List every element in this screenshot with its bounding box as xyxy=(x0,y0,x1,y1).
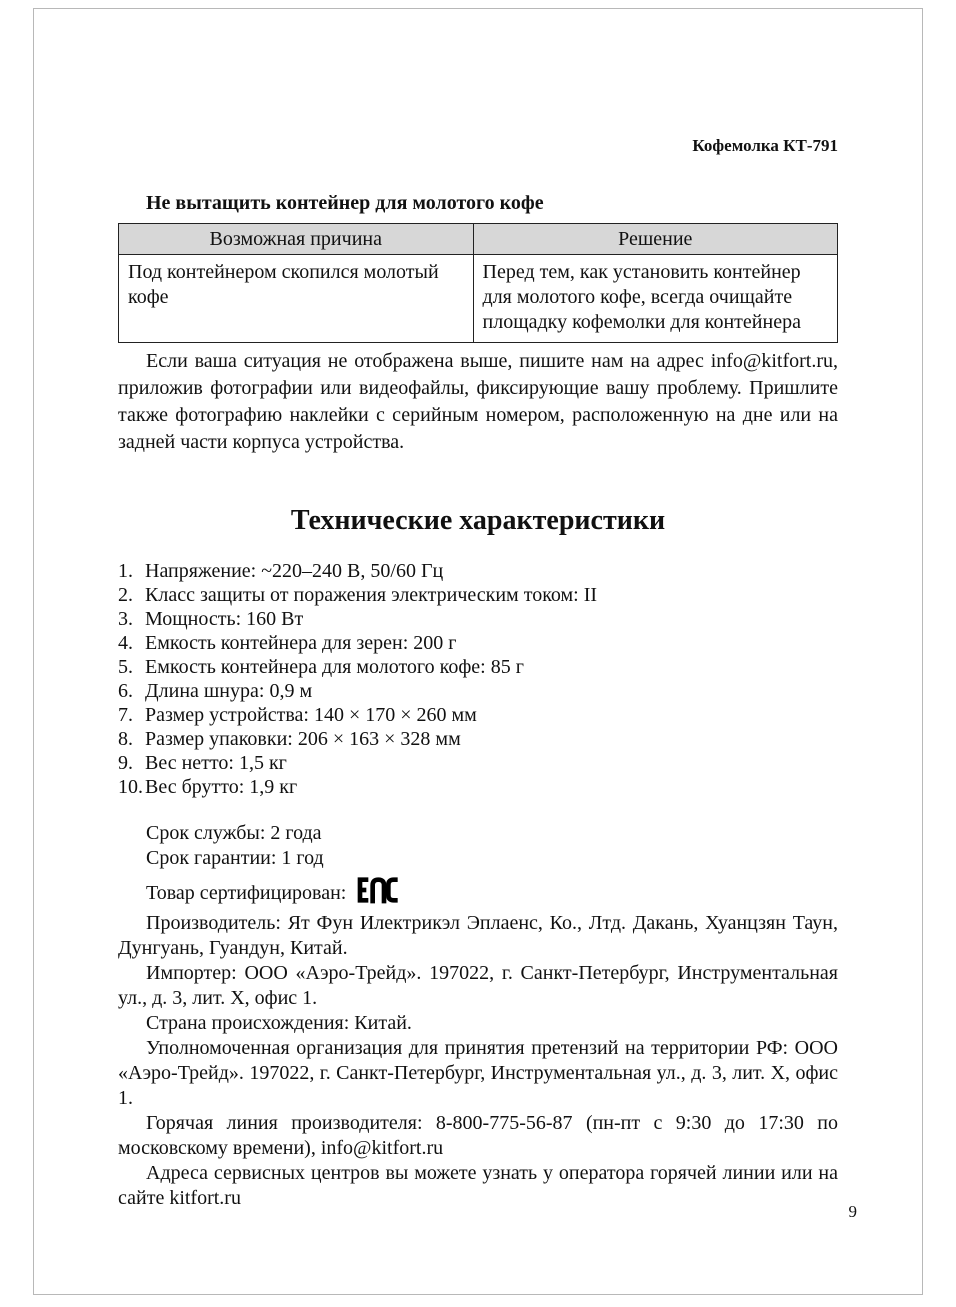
spec-item-number: 8. xyxy=(118,728,133,750)
spec-item-text: Вес нетто: 1,5 кг xyxy=(145,752,287,774)
specs-title: Технические характеристики xyxy=(290,505,666,536)
spec-item xyxy=(118,751,838,775)
spec-item xyxy=(118,583,838,607)
spec-item-text: Емкость контейнера для молотого кофе: 85 г xyxy=(145,656,524,678)
troubleshooting-table xyxy=(118,223,838,343)
spec-item-number: 5. xyxy=(118,656,133,678)
spec-item-text: Длина шнура: 0,9 м xyxy=(145,680,313,702)
document-header: Кофемолка КТ-791 xyxy=(692,136,838,155)
certification-line xyxy=(118,871,838,911)
spec-item-text: Емкость контейнера для зерен: 200 г xyxy=(145,632,457,654)
origin-paragraph: Страна происхождения: Китай. xyxy=(146,1012,412,1034)
spec-item-number: 2. xyxy=(118,584,133,606)
page-number: 9 xyxy=(848,1202,857,1221)
spec-item-text: Мощность: 160 Вт xyxy=(145,608,304,630)
table-header-solution: Решение xyxy=(473,224,837,255)
spec-list xyxy=(118,559,838,799)
manufacturer-paragraph: Производитель: Ят Фун Илектрикэл Эплаенс, Ко., Лтд. Дакань, Хуанцзян Таун, Дунгуань, Гуандун, Китай. xyxy=(118,912,838,959)
warranty-line: Срок гарантии: 1 год xyxy=(146,847,324,869)
spec-item-number: 7. xyxy=(118,704,133,726)
authorized-org-paragraph: Уполномоченная организация для принятия претензий на территории РФ: ООО «Аэро-Трейд». 197022, г. Санкт-Петербург, Инструментальная ул., д. 3, лит. Х, офис 1. xyxy=(118,1037,838,1109)
spec-item xyxy=(118,727,838,751)
certified-label: Товар сертифицирован: xyxy=(146,882,347,904)
importer-paragraph: Импортер: ООО «Аэро-Трейд». 197022, г. Санкт-Петербург, Инструментальная ул., д. 3, лит. Х, офис 1. xyxy=(118,962,838,1009)
service-centers-paragraph: Адреса сервисных центров вы можете узнать у оператора горячей линии или на сайте kitfort.ru xyxy=(118,1162,838,1209)
spec-item xyxy=(118,703,838,727)
spec-item-number: 1. xyxy=(118,560,133,582)
spec-item xyxy=(118,655,838,679)
spec-item xyxy=(118,679,838,703)
spec-item-number: 10. xyxy=(118,776,143,798)
spec-item xyxy=(118,607,838,631)
table-header-cause: Возможная причина xyxy=(119,224,474,255)
lifetime-line: Срок службы: 2 года xyxy=(146,822,322,844)
spec-item-text: Размер устройства: 140 × 170 × 260 мм xyxy=(145,704,477,726)
hotline-paragraph: Горячая линия производителя: 8-800-775-56-87 (пн-пт с 9:30 до 17:30 по московскому времени), info@kitfort.ru xyxy=(118,1112,838,1159)
eac-mark-icon xyxy=(355,871,399,909)
spec-item-text: Вес брутто: 1,9 кг xyxy=(145,776,298,798)
spec-item xyxy=(118,775,838,799)
spec-item-number: 4. xyxy=(118,632,133,654)
spec-item-number: 3. xyxy=(118,608,133,630)
spec-item-number: 6. xyxy=(118,680,133,702)
spec-item xyxy=(118,559,838,583)
spec-item-text: Класс защиты от поражения электрическим током: II xyxy=(145,584,598,606)
support-note-paragraph: Если ваша ситуация не отображена выше, пишите нам на адрес info@kitfort.ru, приложив фотографии или видеофайлы, фиксирующие вашу проблему. Пришлите также фотографию наклейки с серийным номером, расположенную на дне или на задней части корпуса устройства. xyxy=(118,350,838,453)
spec-item xyxy=(118,631,838,655)
table-header-row xyxy=(119,224,838,255)
table-row xyxy=(119,255,838,343)
service-info-block xyxy=(118,821,838,1211)
table-cell-solution: Перед тем, как установить контейнер для молотого кофе, всегда очищайте площадку кофемолки для контейнера xyxy=(473,255,837,343)
troubleshooting-heading: Не вытащить контейнер для молотого кофе xyxy=(146,192,544,214)
spec-item-number: 9. xyxy=(118,752,133,774)
page-content xyxy=(118,0,838,1211)
spec-item-text: Напряжение: ~220–240 В, 50/60 Гц xyxy=(145,560,444,582)
spec-item-text: Размер упаковки: 206 × 163 × 328 мм xyxy=(145,728,461,750)
table-cell-cause: Под контейнером скопился молотый кофе xyxy=(119,255,474,343)
